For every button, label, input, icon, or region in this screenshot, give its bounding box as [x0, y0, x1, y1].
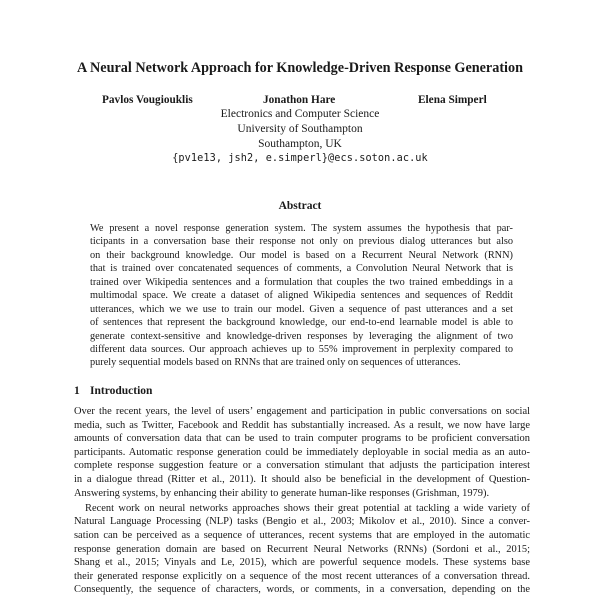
abstract-line: ticipants in a conversation base their response not only on previous dialog utterances but also — [90, 236, 513, 248]
section-title: Introduction — [90, 385, 153, 397]
abstract-body — [90, 222, 513, 370]
body-line: sation can be perceived as a sequence of utterances, recent systems that are employed in the automatic — [74, 529, 530, 541]
abstract-line: of sentences that represent the background knowledge, our end-to-end learnable model is able to — [90, 317, 513, 329]
abstract-line: on their background knowledge. Our model is based on a Recurrent Neural Network (RNN) — [90, 249, 513, 261]
author-name: Jonathon Hare — [263, 94, 336, 106]
section-number: 1 — [74, 385, 80, 397]
author-emails: {pv1e13, jsh2, e.simperl}@ecs.soton.ac.uk — [172, 153, 428, 164]
body-line: Answering systems, by enhancing their ability to generate human-like responses (Grishman, 1979). — [74, 487, 490, 499]
abstract-line: different data sources. Our approach achieves up to 55% improvement in perplexity compared to — [90, 343, 513, 355]
body-line: complete response suggestion feature or a conversation stimulant that adjusts the participation interest — [74, 460, 530, 472]
author-name: Elena Simperl — [418, 94, 487, 106]
affiliation-line: Southampton, UK — [258, 138, 342, 150]
section-heading — [74, 384, 152, 398]
body-line: Natural Language Processing (NLP) tasks (Bengio et al., 2003; Mikolov et al., 2010). Since a conver- — [74, 516, 530, 528]
abstract-heading: Abstract — [278, 200, 322, 212]
abstract-line: trained over Wikipedia sentences and a formulation that couples the two trained embeddings in a — [90, 276, 513, 288]
body-line: in a dialogue thread (Ritter et al., 2011). It should also be beneficial in the development of Question- — [74, 474, 530, 486]
body-line: participants. Automatic response generation could be immediately deployable in social media as an auto- — [74, 446, 530, 458]
abstract-line: generate context-sensitive and knowledge-driven responses by leveraging the alignment of two — [90, 330, 513, 342]
body-line: Recent work on neural networks approaches shows their great potential at tackling a wide variety of — [85, 502, 530, 514]
body-line: Consequently, the sequence of characters, words, or comments, in a conversation, depending on the — [74, 584, 530, 596]
introduction-body — [74, 405, 530, 597]
body-line: Over the recent years, the level of users’ engagement and participation in public conversations on social — [74, 406, 530, 417]
body-line: amounts of conversation data that can be used to train computer programs to be proficient conversation — [74, 433, 530, 445]
author-name: Pavlos Vougiouklis — [102, 94, 193, 106]
abstract-line: multimodal space. We create a dataset of aligned Wikipedia sentences and sequences of Reddit — [90, 290, 513, 302]
abstract-line: purely sequential models based on RNNs that are trained only on sequences of utterances. — [90, 357, 461, 369]
abstract-line: that is trained over concatenated sequences of comments, a Convolution Neural Network that is — [90, 263, 513, 275]
abstract-line: utterances, which we we use to train our model. Given a sequence of past utterances and a set — [90, 303, 513, 315]
affiliation-line: University of Southampton — [237, 123, 363, 135]
affiliation-line: Electronics and Computer Science — [220, 108, 380, 120]
body-line: their generated response explicitly on a sequence of the most recent utterances of a conversation thread. — [74, 570, 530, 582]
body-line: Shang et al., 2015; Vinyals and Le, 2015), which are powerful sequence models. These systems base — [74, 557, 530, 569]
body-line: response generation domain are based on Recurrent Neural Networks (RNNs) (Sordoni et al., 2015; — [74, 543, 530, 555]
paper-title: A Neural Network Approach for Knowledge-Driven Response Generation — [77, 60, 523, 76]
body-line: media, such as Twitter, Facebook and Reddit has substantially increased. As a result, we now have large — [74, 419, 530, 431]
abstract-line: We present a novel response generation system. The system assumes the hypothesis that par- — [90, 223, 513, 234]
